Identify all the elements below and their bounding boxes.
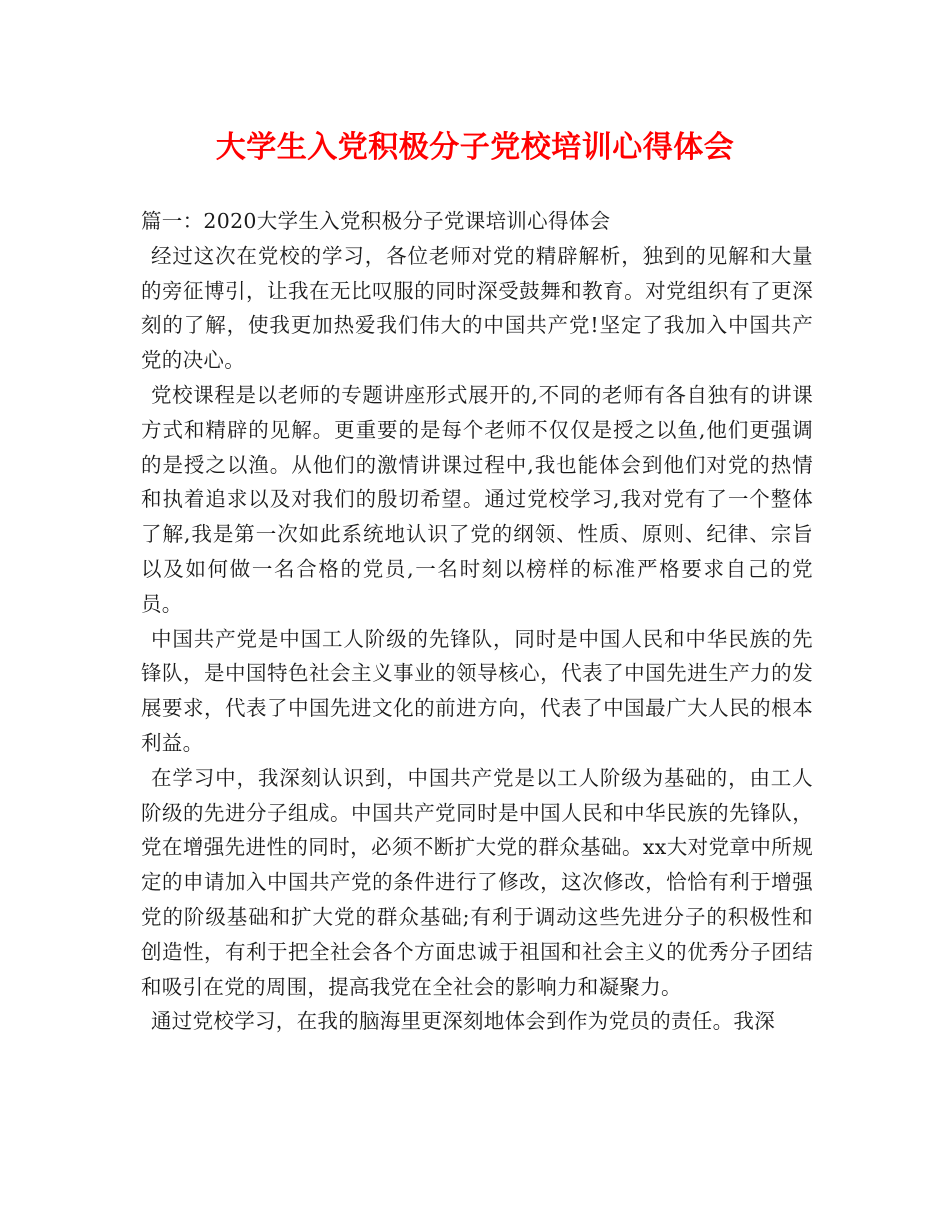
document-body	[141, 204, 813, 1039]
paragraph-4: 在学习中，我深刻认识到，中国共产党是以工人阶级为基础的，由工人阶级的先进分子组成。中国共产党同时是中国人民和中华民族的先锋队，党在增强先进性的同时，必须不断扩大党的群众基础。xx大对党章中所规定的申请加入中国共产党的条件进行了修改，这次修改，恰恰有利于增强党的阶级基础和扩大党的群众基础;有利于调动这些先进分子的积极性和创造性，有利于把全社会各个方面忠诚于祖国和社会主义的优秀分子团结和吸引在党的周围，提高我党在全社会的影响力和凝聚力。	[141, 765, 813, 999]
paragraph-2: 党校课程是以老师的专题讲座形式展开的,不同的老师有各自独有的讲课方式和精辟的见解。更重要的是每个老师不仅仅是授之以鱼,他们更强调的是授之以渔。从他们的激情讲课过程中,我也能体会到他们对党的热情和执着追求以及对我们的殷切希望。通过党校学习,我对党有了一个整体了解,我是第一次如此系统地认识了党的纲领、性质、原则、纪律、宗旨以及如何做一名合格的党员,一名时刻以榜样的标准严格要求自己的党员。	[141, 382, 813, 616]
paragraph-3: 中国共产党是中国工人阶级的先锋队，同时是中国人民和中华民族的先锋队，是中国特色社会主义事业的领导核心，代表了中国先进生产力的发展要求，代表了中国先进文化的前进方向，代表了中国最广大人民的根本利益。	[141, 626, 813, 755]
paragraph-5: 通过党校学习，在我的脑海里更深刻地体会到作为党员的责任。我深	[151, 1009, 775, 1034]
document-title: 大学生入党积极分子党校培训心得体会	[215, 130, 735, 165]
paragraph-1: 经过这次在党校的学习，各位老师对党的精辟解析，独到的见解和大量的旁征博引，让我在无比叹服的同时深受鼓舞和教育。对党组织有了更深刻的了解，使我更加热爱我们伟大的中国共产党!坚定了我加入中国共产党的决心。	[141, 243, 813, 373]
section-heading: 篇一：2020大学生入党积极分子党课培训心得体会	[141, 209, 611, 233]
